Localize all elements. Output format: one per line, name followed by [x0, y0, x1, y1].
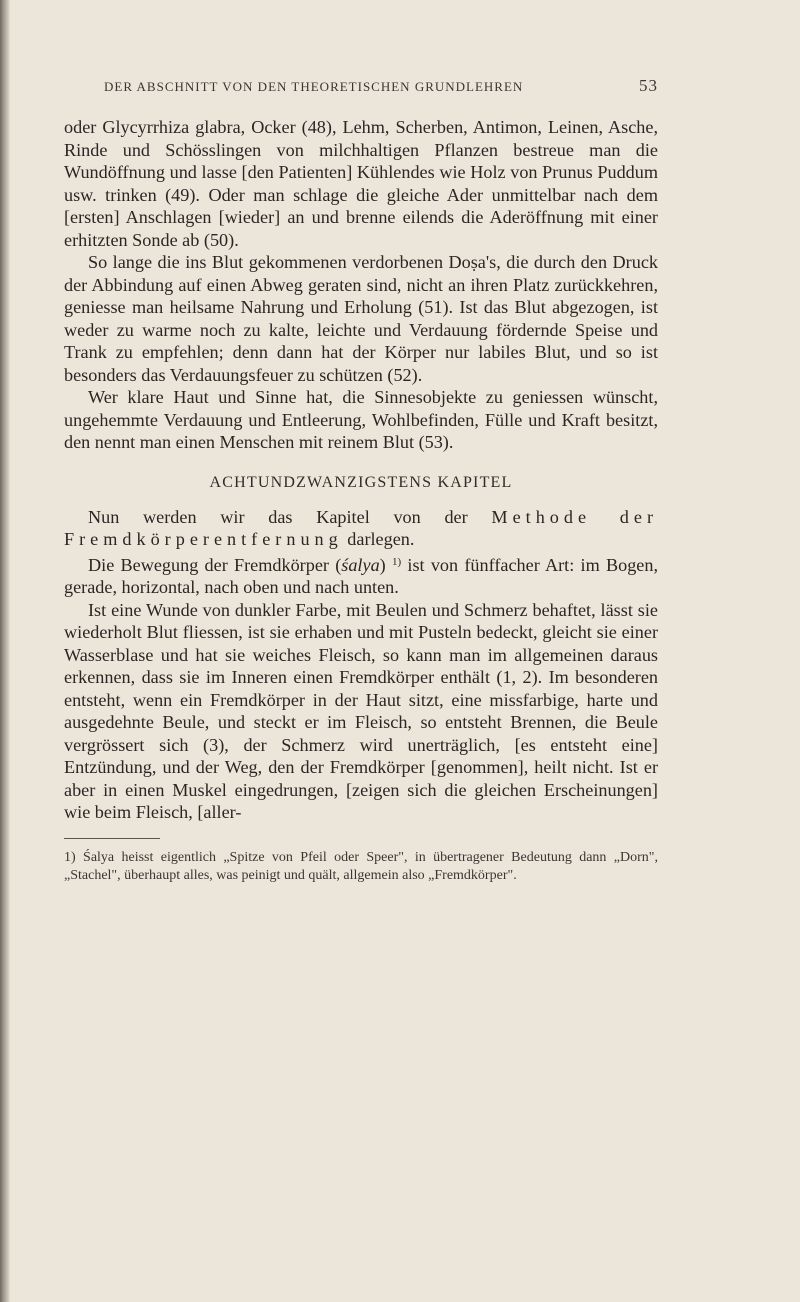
paragraph-6: Ist eine Wunde von dunkler Farbe, mit Beulen und Schmerz behaftet, lässt sie wiederholt Blut fliessen, ist sie erhaben und mit Pusteln bedeckt, gleicht sie einer Wasserblase und hat sie weiches Fleisch, so kann man im allgemeinen daraus erkennen, dass sie im Inneren einen Fremdkörper enthält (1, 2). Im besonderen entsteht, wenn ein Fremdkörper in der Haut sitzt, eine missfarbige, harte und ausgedehnte Beule, und steckt er im Fleisch, so entsteht Brennen, die Beule vergrössert sich (3), der Schmerz wird unerträglich, [es entsteht eine] Entzündung, und der Weg, den der Fremdkörper [genommen], heilt nicht. Ist er aber in einen Muskel eingedrungen, [zeigen sich die gleichen Erscheinungen] wie beim Fleisch, [aller- [64, 599, 658, 822]
paragraph-3: Wer klare Haut und Sinne hat, die Sinnesobjekte zu geniessen wünscht, ungehemmte Verdauung und Entleerung, Wohlbefinden, Fülle und Kraft besitzt, den nennt man einen Menschen mit reinem Blut (53). [64, 387, 658, 452]
p5-text-after: ist von fünffacher Art: im Bogen, gerade, horizontal, nach oben und nach unten. [64, 554, 659, 597]
paragraph-5 [64, 551, 658, 599]
footnote-text: 1) Śalya heisst eigentlich „Spitze von Pfeil oder Speer", in übertragener Bedeutung dann „Dorn", „Stachel", überhaupt alles, was peinigt und quält, allgemein also „Fremdkörper". [64, 849, 658, 883]
p4-text-after: darlegen. [342, 529, 415, 549]
footnote [64, 849, 658, 885]
page-number: 53 [639, 76, 658, 95]
paragraph-4 [64, 506, 658, 551]
p5-close-paren: ) [379, 554, 392, 575]
book-page [64, 76, 658, 885]
footnote-divider [64, 838, 160, 839]
running-head-title: DER ABSCHNITT VON DEN THEORETISCHEN GRUNDLEHREN [104, 79, 524, 94]
paragraph-1: oder Glycyrrhiza glabra, Ocker (48), Lehm, Scherben, Antimon, Leinen, Asche, Rinde und Schösslingen von milchhaltigen Pflanzen bestreue man die Wundöffnung und lasse [den Patienten] Kühlendes wie Holz von Prunus Puddum usw. trinken (49). Oder man schlage die gleiche Ader unmittelbar nach dem [ersten] Anschlagen [wieder] an und brenne eilends die Aderöffnung mit einer erhitzten Sonde ab (50). [64, 117, 658, 250]
chapter-title-spaced: Methode der Fremdkörperentfernung [64, 506, 658, 549]
term-salya: śalya [341, 554, 380, 575]
p4-text-before: Nun werden wir das Kapitel von der [88, 506, 492, 527]
footnote-marker: 1) [391, 555, 402, 568]
running-head [64, 76, 658, 100]
p5-text-before: Die Bewegung der Fremdkörper ( [88, 554, 342, 575]
chapter-heading: ACHTUNDZWANZIGSTENS KAPITEL [209, 473, 513, 491]
paragraph-2: So lange die ins Blut gekommenen verdorbenen Doṣa's, die durch den Druck der Abbindung auf einen Abweg geraten sind, nicht an ihren Platz zurückkehren, geniesse man heilsame Nahrung und Erholung (51). Ist das Blut abgezogen, ist weder zu warme noch zu kalte, leichte und Verdauung fördernde Speise und Trank zu empfehlen; denn dann hat der Körper nur labiles Blut, und so ist besonders das Verdauungsfeuer zu schützen (52). [64, 252, 658, 385]
book-binding-edge [0, 0, 10, 1302]
body-text [64, 116, 658, 824]
